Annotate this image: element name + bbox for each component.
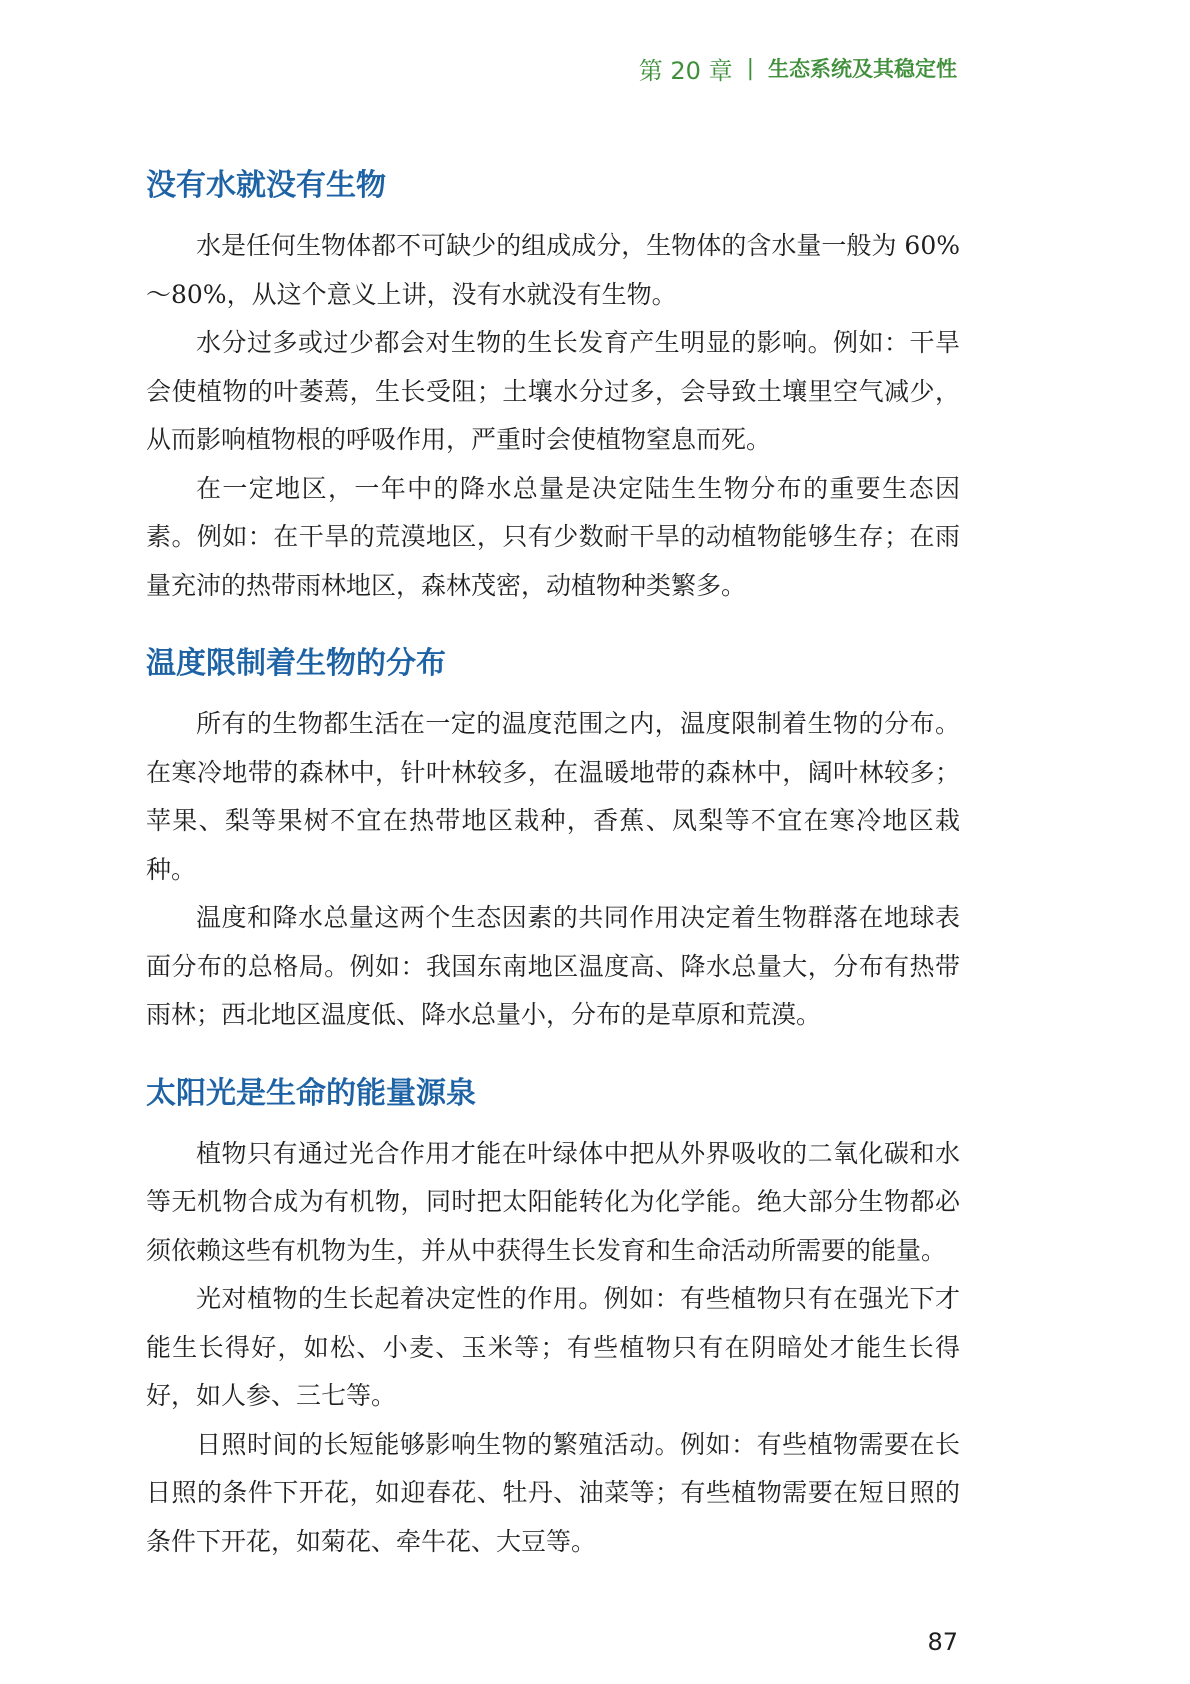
section-sunlight	[146, 1072, 960, 1567]
paragraph: 在一定地区，一年中的降水总量是决定陆生生物分布的重要生态因素。例如：在干旱的荒漠地区，只有少数耐干旱的动植物能够生存；在雨量充沛的热带雨林地区，森林茂密，动植物种类繁多。	[146, 473, 960, 600]
section-title: 温度限制着生物的分布	[146, 646, 446, 681]
chapter-number: 第 20 章	[638, 56, 733, 85]
paragraph: 光对植物的生长起着决定性的作用。例如：有些植物只有在强光下才能生长得好，如松、小麦、玉米等；有些植物只有在阴暗处才能生长得好，如人参、三七等。	[146, 1284, 960, 1410]
section-title: 太阳光是生命的能量源泉	[146, 1075, 476, 1111]
paragraph: 水分过多或过少都会对生物的生长发育产生明显的影响。例如：干旱会使植物的叶萎蔫，生长受阻；土壤水分过多，会导致土壤里空气减少，从而影响植物根的呼吸作用，严重时会使植物窒息而死。	[146, 328, 960, 454]
page-body	[146, 164, 960, 1598]
paragraph: 所有的生物都生活在一定的温度范围之内，温度限制着生物的分布。在寒冷地带的森林中，针叶林较多，在温暖地带的森林中，阔叶林较多；苹果、梨等果树不宜在热带地区栽种，香蕉、凤梨等不宜在寒冷地区栽种。	[146, 709, 960, 884]
paragraph: 植物只有通过光合作用才能在叶绿体中把从外界吸收的二氧化碳和水等无机物合成为有机物，同时把太阳能转化为化学能。绝大部分生物都必须依赖这些有机物为生，并从中获得生长发育和生命活动所需要的能量。	[146, 1138, 960, 1265]
section-title: 没有水就没有生物	[146, 168, 386, 203]
running-header	[639, 50, 957, 86]
paragraph: 水是任何生物体都不可缺少的组成成分，生物体的含水量一般为 60%～80%，从这个意义上讲，没有水就没有生物。	[146, 231, 960, 309]
paragraph: 日照时间的长短能够影响生物的繁殖活动。例如：有些植物需要在长日照的条件下开花，如迎春花、牡丹、油菜等；有些植物需要在短日照的条件下开花，如菊花、牵牛花、大豆等。	[146, 1429, 960, 1556]
header-separator: |	[746, 55, 754, 81]
chapter-title: 生态系统及其稳定性	[768, 57, 957, 81]
page-number: 87	[927, 1628, 958, 1656]
paragraph: 温度和降水总量这两个生态因素的共同作用决定着生物群落在地球表面分布的总格局。例如：我国东南地区温度高、降水总量大，分布有热带雨林；西北地区温度低、降水总量小，分布的是草原和荒漠。	[146, 903, 960, 1029]
section-temperature	[146, 642, 960, 1040]
section-water	[146, 164, 960, 610]
